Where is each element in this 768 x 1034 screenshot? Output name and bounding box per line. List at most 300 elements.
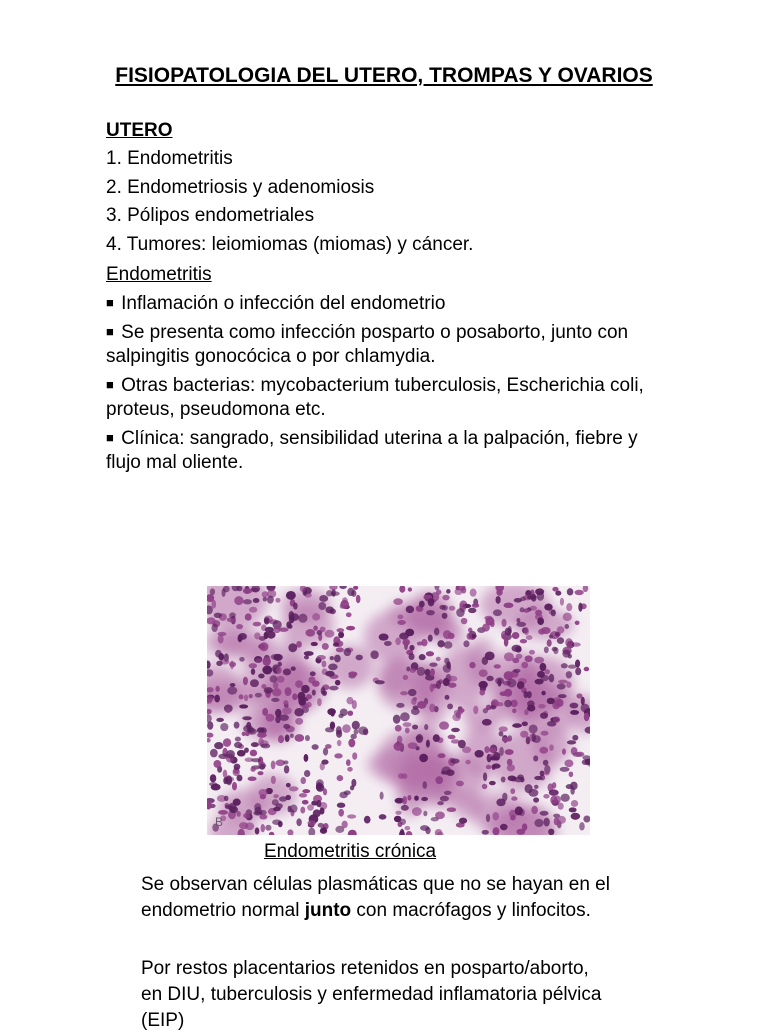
cell-nucleus xyxy=(531,806,538,814)
cell-nucleus xyxy=(443,630,451,639)
cell-nucleus xyxy=(245,732,250,736)
cell-nucleus xyxy=(568,654,572,658)
cell-nucleus xyxy=(214,613,222,618)
cell-nucleus xyxy=(271,776,276,784)
cell-nucleus xyxy=(437,753,445,758)
cell-nucleus xyxy=(348,671,357,676)
cell-nucleus xyxy=(557,683,566,689)
cell-nucleus xyxy=(408,689,417,696)
cell-nucleus xyxy=(428,635,433,642)
cell-nucleus xyxy=(548,829,554,835)
cell-nucleus xyxy=(379,633,389,640)
cell-nucleus xyxy=(483,708,488,713)
cell-nucleus xyxy=(569,771,574,777)
cell-nucleus xyxy=(557,637,564,644)
cell-nucleus xyxy=(271,698,279,702)
cell-nucleus xyxy=(300,777,306,784)
cell-nucleus xyxy=(549,789,559,795)
cell-nucleus xyxy=(531,594,537,602)
square-bullet-icon: ■ xyxy=(106,430,114,445)
cell-nucleus xyxy=(347,767,353,772)
cell-nucleus xyxy=(544,818,550,827)
cell-nucleus xyxy=(482,623,490,631)
cell-nucleus xyxy=(346,697,353,705)
cell-nucleus xyxy=(333,642,339,647)
cell-nucleus xyxy=(393,742,403,751)
cell-nucleus xyxy=(339,792,348,799)
cell-nucleus xyxy=(350,785,354,790)
cell-nucleus xyxy=(298,614,307,623)
cell-nucleus xyxy=(549,744,554,750)
cell-nucleus xyxy=(552,647,558,652)
cell-nucleus xyxy=(323,788,327,795)
panel-letter: B xyxy=(215,815,224,829)
cell-nucleus xyxy=(560,767,570,772)
cell-nucleus xyxy=(507,679,517,688)
cell-nucleus xyxy=(441,771,447,775)
cell-nucleus xyxy=(230,660,234,669)
cell-nucleus xyxy=(526,635,533,640)
cell-nucleus xyxy=(215,686,219,692)
cell-nucleus xyxy=(317,698,322,706)
cell-nucleus xyxy=(263,597,268,602)
cell-nucleus xyxy=(283,724,290,729)
cell-nucleus xyxy=(223,738,231,747)
cell-nucleus xyxy=(405,629,414,637)
cell-nucleus xyxy=(452,713,461,721)
cell-nucleus xyxy=(417,641,423,645)
cell-nucleus xyxy=(534,819,543,827)
square-bullet-icon: ■ xyxy=(106,295,114,310)
cell-nucleus xyxy=(539,747,548,754)
cell-nucleus xyxy=(292,693,297,700)
cell-nucleus xyxy=(504,603,514,608)
cell-nucleus xyxy=(248,777,257,781)
cell-nucleus xyxy=(412,807,422,816)
cell-nucleus xyxy=(486,814,490,822)
cell-nucleus xyxy=(440,796,449,802)
cell-nucleus xyxy=(429,662,437,666)
cell-nucleus xyxy=(502,619,507,627)
cell-nucleus xyxy=(346,759,351,766)
list-item: 3. Pólipos endometriales xyxy=(106,205,315,226)
cell-nucleus xyxy=(512,645,522,652)
cell-nucleus xyxy=(567,588,574,595)
cell-nucleus xyxy=(320,627,326,632)
cell-nucleus xyxy=(304,655,309,659)
list-item: 1. Endometritis xyxy=(106,148,233,169)
cell-nucleus xyxy=(416,734,423,743)
cell-nucleus xyxy=(565,638,573,647)
cell-nucleus xyxy=(340,708,348,716)
cell-nucleus xyxy=(251,758,261,762)
cell-nucleus xyxy=(245,613,252,620)
paragraph-bold-text: junto xyxy=(304,900,352,921)
cell-nucleus xyxy=(273,807,281,811)
cell-nucleus xyxy=(400,819,406,825)
cell-nucleus xyxy=(436,657,441,661)
cell-nucleus xyxy=(465,760,470,765)
cell-nucleus xyxy=(285,795,291,800)
cell-nucleus xyxy=(535,588,544,595)
cell-nucleus xyxy=(495,677,504,684)
cell-nucleus xyxy=(344,648,352,656)
cell-nucleus xyxy=(429,704,435,713)
cell-nucleus xyxy=(553,716,560,723)
cell-nucleus xyxy=(459,818,467,824)
cell-nucleus xyxy=(249,607,257,613)
cell-nucleus xyxy=(214,695,220,703)
cell-nucleus xyxy=(226,709,231,713)
cell-nucleus xyxy=(325,630,335,638)
cell-nucleus xyxy=(259,814,267,819)
cell-nucleus xyxy=(295,680,303,688)
cell-nucleus xyxy=(283,700,288,705)
cell-nucleus xyxy=(400,691,408,695)
cell-nucleus xyxy=(431,817,439,821)
cell-nucleus xyxy=(584,667,590,671)
cell-nucleus xyxy=(579,822,585,830)
bullet-item xyxy=(106,373,666,422)
cell-nucleus xyxy=(470,589,477,597)
cell-nucleus xyxy=(540,663,547,671)
cell-nucleus xyxy=(291,666,296,671)
cell-nucleus xyxy=(500,824,508,830)
cell-nucleus xyxy=(426,610,435,615)
cell-nucleus xyxy=(317,655,326,660)
cell-nucleus xyxy=(243,588,252,594)
cell-nucleus xyxy=(285,734,290,742)
cell-nucleus xyxy=(356,595,361,603)
cell-nucleus xyxy=(230,683,236,687)
square-bullet-icon: ■ xyxy=(106,377,114,392)
paragraph: Por restos placentarios retenidos en posparto/aborto, en DIU, tuberculosis y enfermedad inflamatoria pélvica (EIP) xyxy=(141,958,602,1031)
cell-nucleus xyxy=(412,725,418,730)
cell-nucleus xyxy=(520,639,527,643)
cell-nucleus xyxy=(575,590,584,595)
paragraph-text: Se observan células plasmáticas que no se hayan en el endometrio normal xyxy=(141,874,610,921)
cell-nucleus xyxy=(544,771,550,775)
cell-nucleus xyxy=(569,807,577,812)
cell-nucleus xyxy=(514,777,524,783)
cell-nucleus xyxy=(275,716,280,724)
cell-nucleus xyxy=(289,786,299,791)
cell-nucleus xyxy=(570,710,579,715)
cell-nucleus xyxy=(424,724,428,730)
bullet-text: Inflamación o infección del endometrio xyxy=(121,293,446,314)
cell-nucleus xyxy=(439,721,449,729)
cell-nucleus xyxy=(242,716,252,720)
cell-nucleus xyxy=(243,813,250,818)
cell-nucleus xyxy=(239,704,248,708)
cell-nucleus xyxy=(338,809,344,817)
cell-nucleus xyxy=(375,680,385,684)
cell-nucleus xyxy=(395,811,401,815)
cell-nucleus xyxy=(358,726,368,735)
cell-nucleus xyxy=(444,791,452,795)
cell-nucleus xyxy=(347,588,354,596)
cell-nucleus xyxy=(293,602,298,609)
cell-nucleus xyxy=(234,596,243,605)
cell-nucleus xyxy=(265,825,271,831)
cell-nucleus xyxy=(251,742,259,747)
cell-nucleus xyxy=(410,668,416,673)
cell-nucleus xyxy=(347,814,356,818)
cell-nucleus xyxy=(312,689,316,695)
cell-nucleus xyxy=(446,769,455,776)
cell-nucleus xyxy=(239,694,244,699)
cell-nucleus xyxy=(337,775,344,781)
cell-nucleus xyxy=(218,635,224,644)
cell-nucleus xyxy=(302,800,309,805)
cell-nucleus xyxy=(334,655,341,663)
subheading-endometritis: Endometritis xyxy=(106,264,212,285)
cell-nucleus xyxy=(456,781,464,787)
cell-nucleus xyxy=(275,598,280,603)
cell-nucleus xyxy=(520,597,526,602)
cell-nucleus xyxy=(558,680,568,684)
cell-nucleus xyxy=(216,661,222,666)
cell-nucleus xyxy=(278,821,283,828)
cell-nucleus xyxy=(513,669,520,673)
cell-nucleus xyxy=(364,816,371,824)
cell-nucleus xyxy=(535,679,544,685)
cell-nucleus xyxy=(285,687,292,696)
cell-nucleus xyxy=(295,734,305,742)
cell-nucleus xyxy=(407,795,411,801)
cell-nucleus xyxy=(228,803,236,812)
cell-nucleus xyxy=(547,698,555,704)
cell-nucleus xyxy=(540,811,549,816)
cell-nucleus xyxy=(337,740,342,746)
cell-nucleus xyxy=(380,792,384,800)
cell-nucleus xyxy=(308,820,316,826)
cell-nucleus xyxy=(270,675,278,682)
cell-nucleus xyxy=(250,767,255,772)
cell-nucleus xyxy=(273,794,279,798)
cell-nucleus xyxy=(276,667,282,674)
cell-nucleus xyxy=(521,662,528,668)
cell-nucleus xyxy=(558,694,567,698)
cell-nucleus xyxy=(566,682,571,688)
cell-nucleus xyxy=(516,618,520,623)
cell-nucleus xyxy=(566,784,573,789)
cell-nucleus xyxy=(485,652,495,661)
cell-nucleus xyxy=(560,794,569,802)
cell-nucleus xyxy=(402,796,407,805)
cell-nucleus xyxy=(271,654,281,660)
paragraph xyxy=(141,872,611,924)
cell-nucleus xyxy=(566,603,572,611)
cell-nucleus xyxy=(512,723,522,728)
cell-nucleus xyxy=(529,650,535,655)
cell-nucleus xyxy=(261,744,271,749)
cell-nucleus xyxy=(296,818,301,826)
cell-nucleus xyxy=(306,702,312,708)
cell-nucleus xyxy=(505,749,514,755)
cell-nucleus xyxy=(486,676,493,682)
cell-nucleus xyxy=(419,654,426,660)
cell-nucleus xyxy=(447,807,457,812)
cell-nucleus xyxy=(264,687,273,693)
bullet-item xyxy=(106,291,666,316)
cell-nucleus xyxy=(257,732,267,738)
cell-nucleus xyxy=(486,765,492,769)
cell-nucleus xyxy=(479,690,485,696)
cell-nucleus xyxy=(379,814,387,819)
cell-nucleus xyxy=(575,667,581,675)
cell-nucleus xyxy=(403,722,412,727)
cell-nucleus xyxy=(283,760,288,764)
cell-nucleus xyxy=(299,793,307,797)
cell-nucleus xyxy=(312,744,319,750)
cell-nucleus xyxy=(504,700,512,708)
cell-nucleus xyxy=(384,641,392,646)
cell-nucleus xyxy=(467,633,473,640)
cell-nucleus xyxy=(350,734,356,739)
cell-nucleus xyxy=(348,739,355,748)
cell-nucleus xyxy=(403,675,408,680)
cell-nucleus xyxy=(236,586,242,591)
cell-nucleus xyxy=(443,678,450,686)
cell-nucleus xyxy=(402,639,410,646)
cell-nucleus xyxy=(482,830,489,835)
cell-nucleus xyxy=(529,789,539,797)
cell-nucleus xyxy=(405,826,411,831)
cell-nucleus xyxy=(329,686,338,691)
cell-nucleus xyxy=(433,734,440,742)
cell-nucleus xyxy=(210,774,216,782)
cell-nucleus xyxy=(302,789,310,793)
cell-nucleus xyxy=(249,694,253,698)
cell-nucleus xyxy=(581,704,590,713)
list-item: 2. Endometriosis y adenomiosis xyxy=(106,177,375,198)
cell-nucleus xyxy=(479,669,488,677)
cell-nucleus xyxy=(254,803,261,812)
cell-nucleus xyxy=(354,729,359,735)
cell-nucleus xyxy=(320,807,325,814)
cell-nucleus xyxy=(211,623,217,632)
cell-nucleus xyxy=(529,606,537,611)
cell-nucleus xyxy=(288,624,293,628)
cell-nucleus xyxy=(411,698,416,705)
cell-nucleus xyxy=(267,596,274,604)
cell-nucleus xyxy=(395,725,402,732)
cell-nucleus xyxy=(335,680,340,686)
cell-nucleus xyxy=(442,613,448,619)
cell-nucleus xyxy=(393,598,403,605)
cell-nucleus xyxy=(272,799,279,805)
list-item: 4. Tumores: leiomiomas (miomas) y cáncer. xyxy=(106,234,474,255)
cell-nucleus xyxy=(551,609,556,616)
cell-nucleus xyxy=(352,721,360,730)
cell-nucleus xyxy=(522,721,528,726)
cell-nucleus xyxy=(223,770,228,778)
cell-nucleus xyxy=(299,699,306,706)
bullet-item xyxy=(106,320,666,369)
cell-nucleus xyxy=(325,606,334,613)
cell-nucleus xyxy=(428,598,435,606)
cell-nucleus xyxy=(330,591,339,596)
cell-nucleus xyxy=(336,730,342,738)
bullet-text: Otras bacterias: mycobacterium tuberculosis, Escherichia coli, proteus, pseudomona etc. xyxy=(106,375,644,420)
cell-nucleus xyxy=(430,669,435,677)
cell-nucleus xyxy=(235,737,241,742)
cell-nucleus xyxy=(426,651,434,656)
cell-nucleus xyxy=(482,784,488,789)
cell-nucleus xyxy=(259,642,268,651)
cell-nucleus xyxy=(568,665,577,669)
cell-nucleus xyxy=(239,657,244,662)
cell-nucleus xyxy=(393,715,401,724)
cell-nucleus xyxy=(330,722,335,730)
cell-nucleus xyxy=(572,735,578,741)
cell-nucleus xyxy=(561,663,568,668)
cell-nucleus xyxy=(254,632,260,639)
cell-nucleus xyxy=(237,811,241,817)
cell-nucleus xyxy=(544,646,549,653)
cell-nucleus xyxy=(312,680,320,686)
cell-nucleus xyxy=(272,688,281,696)
cell-nucleus xyxy=(311,642,318,646)
cell-nucleus xyxy=(578,603,582,612)
cell-nucleus xyxy=(279,714,289,720)
cell-nucleus xyxy=(473,706,478,715)
cell-nucleus xyxy=(346,612,352,617)
cell-nucleus xyxy=(257,771,263,775)
cell-nucleus xyxy=(529,724,538,733)
cell-nucleus xyxy=(411,708,420,715)
cell-nucleus xyxy=(499,726,508,732)
cell-nucleus xyxy=(370,650,378,659)
cell-nucleus xyxy=(560,598,564,606)
cell-nucleus xyxy=(508,626,512,634)
cell-nucleus xyxy=(445,695,450,700)
cell-nucleus xyxy=(472,603,479,608)
cell-nucleus xyxy=(489,781,496,785)
micrograph-illustration xyxy=(207,586,590,835)
cell-nucleus xyxy=(251,668,255,674)
cell-nucleus xyxy=(255,827,260,834)
cell-nucleus xyxy=(348,711,354,716)
cell-nucleus xyxy=(320,828,327,834)
cell-nucleus xyxy=(447,703,453,709)
cell-nucleus xyxy=(557,626,565,633)
cell-nucleus xyxy=(564,624,569,629)
cell-nucleus xyxy=(421,797,428,801)
cell-nucleus xyxy=(288,806,292,813)
cell-nucleus xyxy=(523,608,529,612)
cell-nucleus xyxy=(458,740,466,749)
cell-nucleus xyxy=(446,589,450,594)
cell-nucleus xyxy=(294,708,304,716)
cell-nucleus xyxy=(238,633,247,640)
cell-nucleus xyxy=(516,829,525,835)
cell-nucleus xyxy=(356,655,363,661)
cell-nucleus xyxy=(468,608,476,613)
section-heading-utero: UTERO xyxy=(106,120,173,141)
cell-nucleus xyxy=(234,764,241,770)
cell-nucleus xyxy=(436,589,441,594)
cell-nucleus xyxy=(446,661,450,669)
cell-nucleus xyxy=(547,639,552,647)
cell-nucleus xyxy=(442,605,448,611)
cell-nucleus xyxy=(284,765,289,773)
cell-nucleus xyxy=(534,657,544,664)
cell-nucleus xyxy=(234,742,242,748)
cell-nucleus xyxy=(334,753,342,758)
cell-nucleus xyxy=(318,823,324,828)
